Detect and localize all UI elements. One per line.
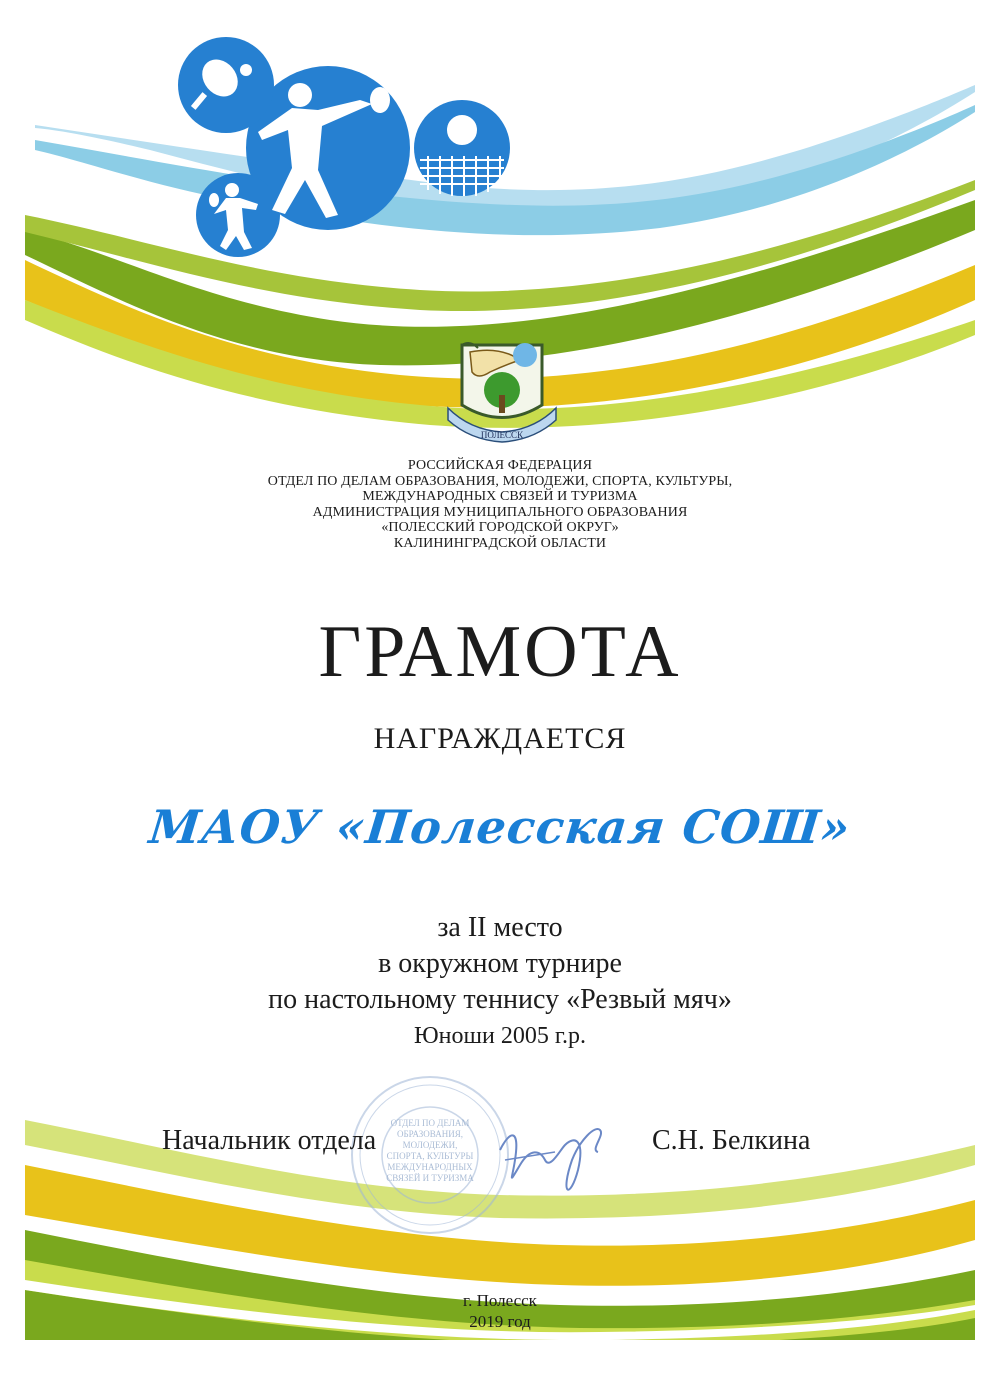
issue-year: 2019 год bbox=[469, 1312, 531, 1331]
reason-place: за II место bbox=[437, 912, 563, 943]
awarded-label: НАГРАЖДАЕТСЯ bbox=[373, 722, 627, 755]
issuer-line: АДМИНИСТРАЦИЯ МУНИЦИПАЛЬНОГО ОБРАЗОВАНИЯ bbox=[312, 504, 688, 520]
issuer-line: КАЛИНИНГРАДСКОЙ ОБЛАСТИ bbox=[393, 535, 607, 551]
stamp-text: МОЛОДЕЖИ, bbox=[402, 1140, 458, 1150]
reason-category: Юноши 2005 г.р. bbox=[414, 1023, 586, 1049]
signatory-role: Начальник отдела bbox=[162, 1125, 377, 1156]
stamp-text: СВЯЗЕЙ И ТУРИЗМА bbox=[386, 1173, 474, 1183]
emblem-ribbon-text: ПОЛЕССК bbox=[480, 430, 524, 440]
reason-tournament: по настольному теннису «Резвый мяч» bbox=[268, 984, 732, 1015]
reason-event: в окружном турнире bbox=[378, 948, 622, 979]
issuer-line: ОТДЕЛ ПО ДЕЛАМ ОБРАЗОВАНИЯ, МОЛОДЕЖИ, СПОРТА, КУЛЬТУРЫ, bbox=[267, 473, 733, 489]
issue-place: г. Полесск bbox=[463, 1291, 537, 1310]
certificate-title: ГРАМОТА bbox=[318, 611, 682, 693]
stamp-text: ОБРАЗОВАНИЯ, bbox=[397, 1129, 463, 1139]
stamp-text: СПОРТА, КУЛЬТУРЫ bbox=[386, 1151, 474, 1161]
issuer-line: РОССИЙСКАЯ ФЕДЕРАЦИЯ bbox=[407, 458, 593, 473]
issue-place-and-year bbox=[0, 1290, 1000, 1332]
stamp-text: ОТДЕЛ ПО ДЕЛАМ bbox=[390, 1118, 470, 1128]
stamp-text: МЕЖДУНАРОДНЫХ bbox=[387, 1162, 473, 1172]
recipient-name: МАОУ «Полесская СОШ» bbox=[146, 800, 854, 854]
issuer-line: «ПОЛЕССКИЙ ГОРОДСКОЙ ОКРУГ» bbox=[381, 520, 619, 535]
issuer-line: МЕЖДУНАРОДНЫХ СВЯЗЕЙ И ТУРИЗМА bbox=[362, 489, 638, 504]
signatory-name: С.Н. Белкина bbox=[652, 1125, 811, 1156]
